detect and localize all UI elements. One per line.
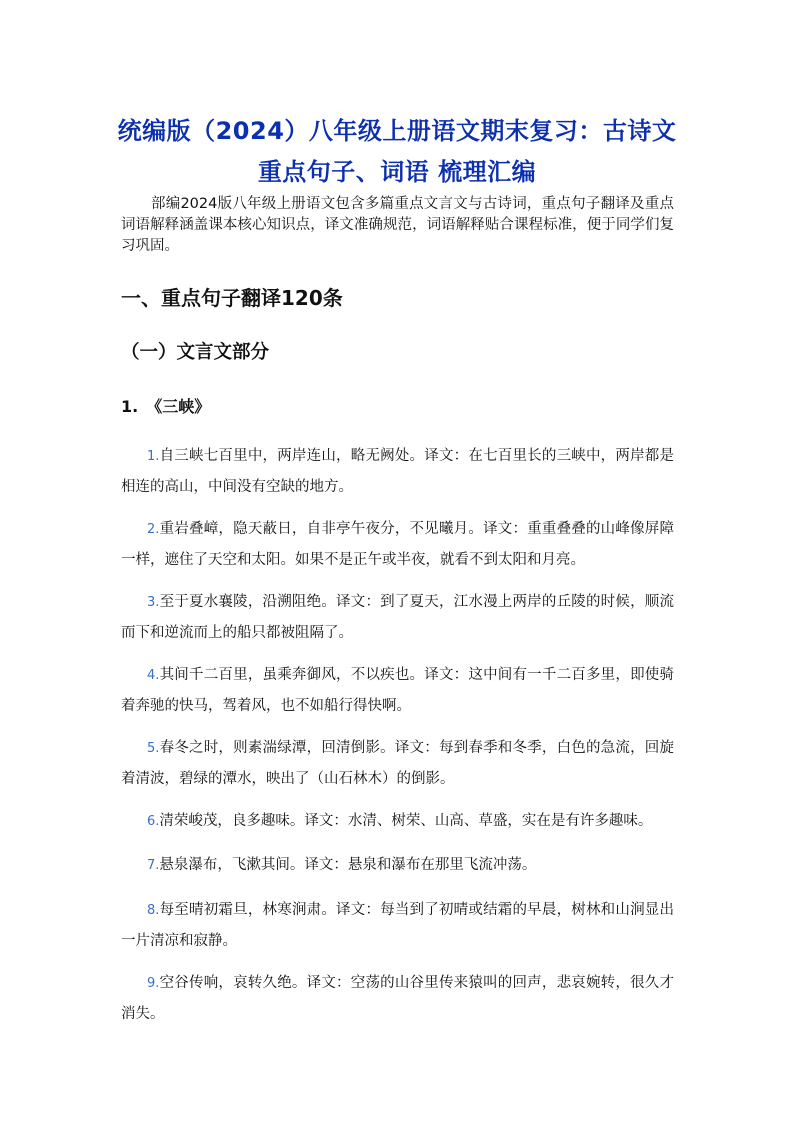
document-title-line-2: 重点句子、词语 梳理汇编 (257, 158, 537, 186)
item-number: 2. (147, 522, 160, 537)
item-number: 4. (147, 668, 160, 683)
item-number: 5. (147, 741, 160, 756)
item-number: 9. (147, 976, 160, 991)
item-text: 清荣峻茂，良多趣味。译文：水清、树荣、山高、草盛，实在是有许多趣味。 (159, 813, 653, 829)
intro-paragraph: 部编2024版八年级上册语文包含多篇重点文言文与古诗词，重点句子翻译及重点词语解释涵盖课本核心知识点，译文准确规范，词语解释贴合课程标准，便于同学们复习巩固。 (121, 196, 674, 254)
item-text: 自三峡七百里中，两岸连山，略无阙处。译文：在七百里长的三峡中，两岸都是相连的高山，中间没有空缺的地方。 (121, 448, 674, 495)
item-number: 7. (147, 858, 160, 873)
item-text: 空谷传响，哀转久绝。译文：空荡的山谷里传来猿叫的回声，悲哀婉转，很久才消失。 (121, 975, 674, 1022)
list-item (121, 587, 674, 648)
item-number: 3. (147, 595, 160, 610)
item-text: 其间千二百里，虽乘奔御风，不以疾也。译文：这中间有一千二百多里，即使骑着奔驰的快马，驾着风，也不如船行得快啊。 (121, 667, 674, 714)
list-item (121, 968, 674, 1029)
item-number: 1. (147, 449, 160, 464)
item-text: 春冬之时，则素湍绿潭，回清倒影。译文：每到春季和冬季，白色的急流，回旋着清波，碧绿的潭水，映出了（山石林木）的倒影。 (121, 740, 674, 787)
item-text: 每至晴初霜旦，林寒涧肃。译文：每当到了初晴或结霜的早晨，树林和山涧显出一片清凉和寂静。 (121, 902, 674, 949)
list-item (121, 441, 674, 502)
document-title-line-1: 统编版（2024）八年级上册语文期末复习：古诗文 (117, 117, 677, 145)
lesson-heading: 1. 《三峡》 (121, 397, 211, 416)
list-item (121, 895, 674, 956)
item-number: 6. (147, 814, 160, 829)
subsection-heading: （一）文言文部分 (121, 342, 270, 363)
item-number: 8. (147, 903, 160, 918)
list-item (121, 660, 674, 721)
list-item (121, 733, 674, 794)
list-item (121, 514, 674, 575)
item-text: 重岩叠嶂，隐天蔽日，自非亭午夜分，不见曦月。译文：重重叠叠的山峰像屏障一样，遮住了天空和太阳。如果不是正午或半夜，就看不到太阳和月亮。 (121, 521, 674, 568)
item-text: 悬泉瀑布，飞漱其间。译文：悬泉和瀑布在那里飞流冲荡。 (159, 857, 537, 873)
list-item (121, 850, 674, 881)
item-text: 至于夏水襄陵，沿溯阻绝。译文：到了夏天，江水漫上两岸的丘陵的时候，顺流而下和逆流而上的船只都被阻隔了。 (121, 594, 674, 641)
section-heading: 一、重点句子翻译120条 (121, 286, 343, 310)
list-item (121, 806, 674, 837)
